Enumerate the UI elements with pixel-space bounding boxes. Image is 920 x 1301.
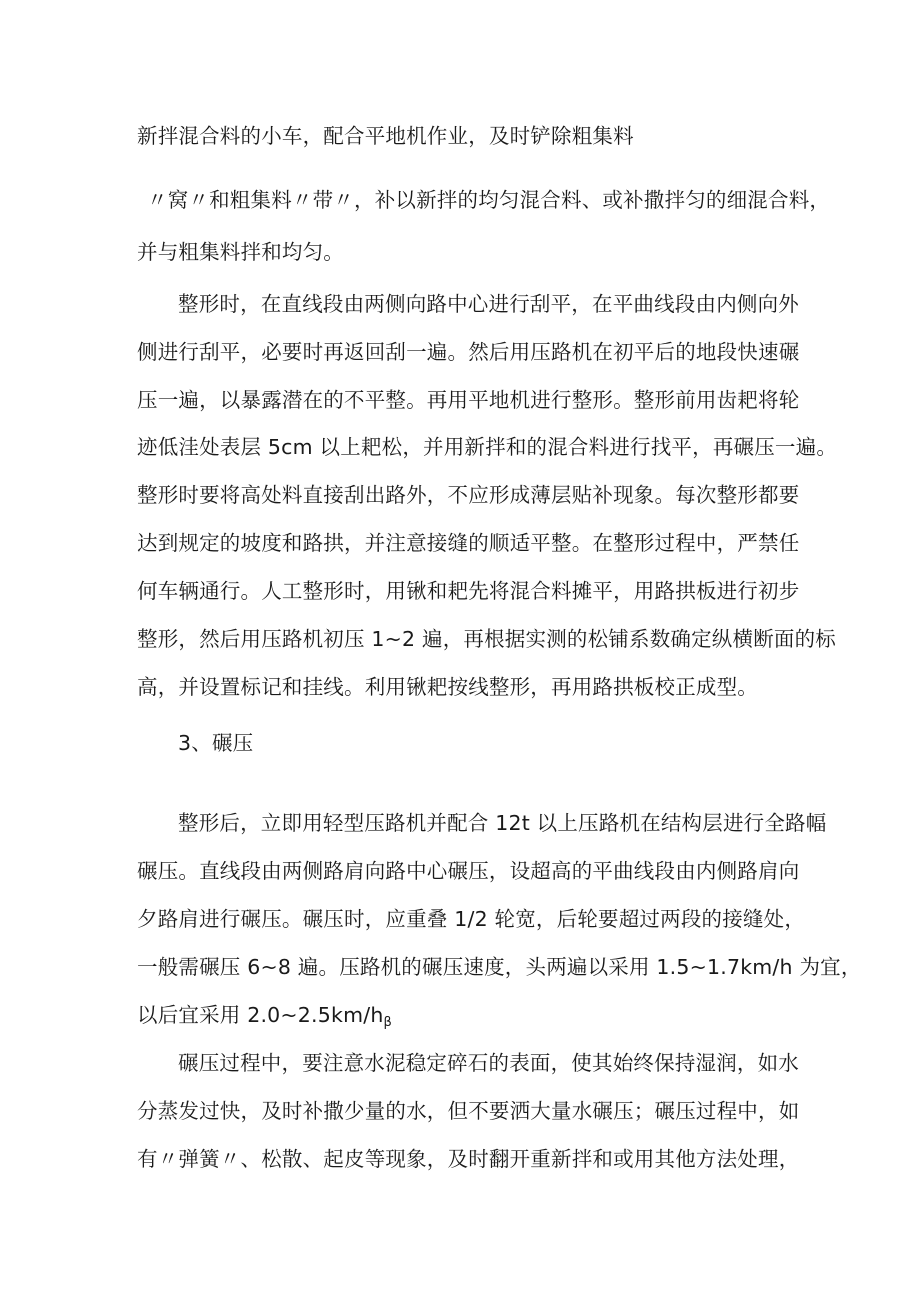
text-line-2: 〃窝〃和粗集料〃带〃，补以新拌的均匀混合料、或补撒拌匀的细混合料， — [147, 188, 831, 212]
subscript-mark: β — [383, 1015, 393, 1030]
text-line-20: 分蒸发过快，及时补撒少量的水，但不要洒大量水碾压；碾压过程中，如 — [137, 1099, 800, 1123]
text-line-10: 何车辆通行。人工整形时，用锹和耙先将混合料摊平，用路拱板进行初步 — [137, 579, 800, 603]
text-line-1: 新拌混合料的小车，配合平地机作业，及时铲除粗集料 — [137, 124, 634, 148]
text-line-18 — [137, 1001, 797, 1037]
text-line-17: 一般需碾压 6~8 遍。压路机的碾压速度，头两遍以采用 1.5~1.7km/h 为宜， — [137, 955, 862, 979]
text-line-5: 侧进行刮平，必要时再返回刮一遍。然后用压路机在初平后的地段快速碾 — [137, 340, 800, 364]
text-line-11: 整形，然后用压路机初压 1~2 遍，再根据实测的松铺系数确定纵横断面的标 — [137, 627, 836, 651]
text-line-19: 碾压过程中，要注意水泥稳定碎石的表面，使其始终保持湿润，如水 — [178, 1051, 799, 1075]
text-line-7: 迹低洼处表层 5cm 以上耙松，并用新拌和的混合料进行找平，再碾压一遍。 — [137, 435, 838, 459]
text-line-8: 整形时要将高处料直接刮出路外，不应形成薄层贴补现象。每次整形都要 — [137, 483, 800, 507]
text-line-18-body: 以后宜采用 2.0~2.5km/h — [137, 1003, 384, 1027]
text-line-16: 夕路肩进行碾压。碾压时，应重叠 1/2 轮宽，后轮要超过两段的接缝处， — [137, 907, 806, 931]
text-line-15: 碾压。直线段由两侧路肩向路中心碾压，设超高的平曲线段由内侧路肩向 — [137, 859, 800, 883]
text-line-3: 并与粗集料拌和均匀。 — [137, 240, 344, 264]
text-line-12: 高，并设置标记和挂线。利用锹耙按线整形，再用路拱板校正成型。 — [137, 675, 758, 699]
text-line-21: 有〃弹簧〃、松散、起皮等现象，及时翻开重新拌和或用其他方法处理， — [137, 1147, 800, 1171]
text-line-14: 整形后，立即用轻型压路机并配合 12t 以上压路机在结构层进行全路幅 — [178, 811, 827, 835]
section-heading: 3、碾压 — [178, 731, 254, 755]
text-line-6: 压一遍，以暴露潜在的不平整。再用平地机进行整形。整形前用齿耙将轮 — [137, 388, 800, 412]
text-line-4: 整形时，在直线段由两侧向路中心进行刮平，在平曲线段由内侧向外 — [178, 292, 799, 316]
text-line-9: 达到规定的坡度和路拱，并注意接缝的顺适平整。在整形过程中，严禁任 — [137, 531, 800, 555]
